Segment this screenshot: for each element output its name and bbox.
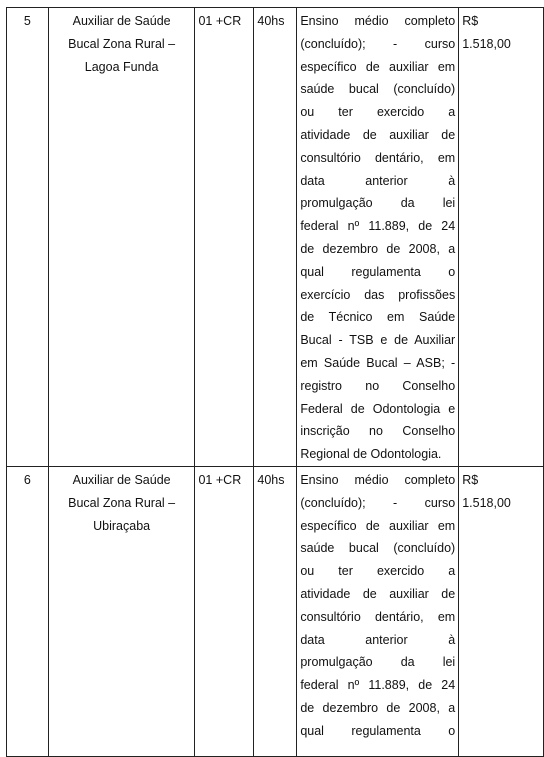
position-title-line: Ubiraçaba xyxy=(93,518,151,533)
requirements-line: saúde bucal (concluído) xyxy=(300,82,456,97)
position-title-line: Bucal Zona Rural – xyxy=(68,495,176,510)
workload-cell: 40hs xyxy=(254,8,297,467)
position-title-line: Lagoa Funda xyxy=(84,59,159,74)
requirements-line: qual regulamenta o xyxy=(300,723,456,738)
vacancies-cell: 01 +CR xyxy=(195,8,254,467)
requirements-line: (concluído); - curso xyxy=(300,495,456,510)
requirements-line: promulgação da lei xyxy=(300,655,456,670)
requirements-line: consultório dentário, em xyxy=(300,150,456,165)
salary-cell xyxy=(459,466,544,756)
requirements-line: data anterior à xyxy=(300,632,456,647)
requirements-line: consultório dentário, em xyxy=(300,609,456,624)
requirements-line: atividade de auxiliar de xyxy=(300,586,456,601)
position-title-line: Auxiliar de Saúde xyxy=(72,472,171,487)
job-positions-table xyxy=(6,7,544,757)
position-title-line: Auxiliar de Saúde xyxy=(72,14,171,28)
requirements-line: Regional de Odontologia. xyxy=(300,447,442,462)
requirements-line: de Técnico em Saúde xyxy=(300,310,456,325)
position-title-cell xyxy=(48,466,195,756)
requirements-line: atividade de auxiliar de xyxy=(300,127,456,142)
requirements-line: específico de auxiliar em xyxy=(300,59,456,74)
requirements-line: Ensino médio completo xyxy=(300,472,456,487)
requirements-line: em Saúde Bucal – ASB; - xyxy=(300,355,456,370)
salary-line: R$ xyxy=(462,14,479,28)
workload-cell: 40hs xyxy=(254,466,297,756)
requirements-line: Ensino médio completo xyxy=(300,14,456,28)
position-title-cell xyxy=(48,8,195,467)
requirements-cell xyxy=(297,466,459,756)
requirements-line: qual regulamenta o xyxy=(300,264,456,279)
requirements-line: de dezembro de 2008, a xyxy=(300,241,456,256)
requirements-line: saúde bucal (concluído) xyxy=(300,541,456,556)
vacancies-cell: 01 +CR xyxy=(195,466,254,756)
requirements-line: Federal de Odontologia e xyxy=(300,401,456,416)
requirements-line: inscrição no Conselho xyxy=(300,424,456,439)
requirements-line: data anterior à xyxy=(300,173,456,188)
requirements-line: federal nº 11.889, de 24 xyxy=(300,219,456,234)
row-number: 5 xyxy=(7,8,49,467)
requirements-line: registro no Conselho xyxy=(300,378,456,393)
salary-line: 1.518,00 xyxy=(462,495,511,510)
requirements-line: promulgação da lei xyxy=(300,196,456,211)
requirements-line: específico de auxiliar em xyxy=(300,518,456,533)
requirements-line: de dezembro de 2008, a xyxy=(300,700,456,715)
table-row xyxy=(7,8,544,467)
requirements-line: ou ter exercido a xyxy=(300,564,456,579)
requirements-line: Bucal - TSB e de Auxiliar xyxy=(300,333,456,348)
requirements-cell xyxy=(297,8,459,467)
requirements-line: exercício das profissões xyxy=(300,287,456,302)
requirements-line: federal nº 11.889, de 24 xyxy=(300,678,456,693)
salary-line: 1.518,00 xyxy=(462,36,511,51)
row-number: 6 xyxy=(7,466,49,756)
requirements-line: ou ter exercido a xyxy=(300,105,456,120)
requirements-line: (concluído); - curso xyxy=(300,36,456,51)
salary-line: R$ xyxy=(462,472,479,487)
salary-cell xyxy=(459,8,544,467)
table-row xyxy=(7,466,544,756)
position-title-line: Bucal Zona Rural – xyxy=(68,36,176,51)
